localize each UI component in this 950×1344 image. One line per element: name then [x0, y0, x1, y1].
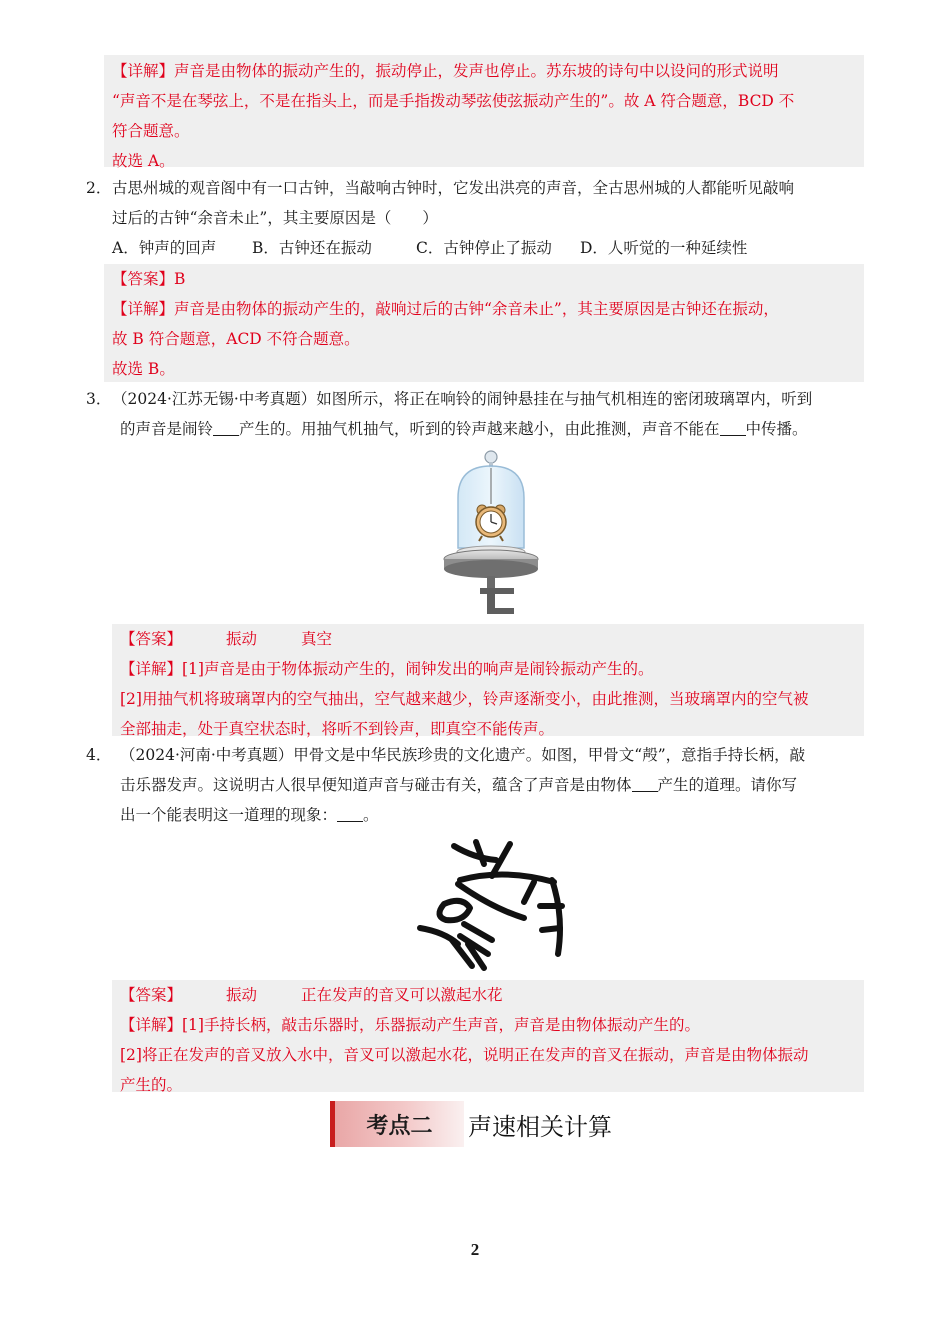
- question-number: 4．: [86, 746, 112, 764]
- answer-blank: [213, 417, 239, 436]
- question-text-line: （2024·江苏无锡·中考真题）如图所示，将正在响铃的闹钟悬挂在与抽气机相连的密闭玻璃罩内，听到: [112, 390, 813, 408]
- explanation-line: “声音不是在琴弦上，不是在指头上，而是手指拨动琴弦使弦振动产生的”。故 A 符合题意，BCD 不: [112, 92, 795, 110]
- answer-1: 振动: [226, 630, 258, 648]
- question-2: [86, 173, 862, 263]
- explanation-line: 故 B 符合题意，ACD 不符合题意。: [112, 330, 360, 348]
- question-options: [112, 233, 862, 263]
- section-title: 声速相关计算: [468, 1112, 612, 1141]
- explanation-line: 全部抽走，处于真空状态时，将听不到铃声，即真空不能传声。: [120, 720, 555, 738]
- explanation-line: 【详解】声音是由物体的振动产生的，敲响过后的古钟“余音未止”，其主要原因是古钟还在振动，: [112, 300, 779, 318]
- answer-line: 【答案】B: [112, 270, 186, 288]
- question-4: [86, 740, 862, 830]
- answer-1: 振动: [226, 986, 258, 1004]
- answer-2: 真空: [301, 630, 333, 648]
- answer-line: 【答案】 振动 真空: [120, 630, 333, 648]
- section-heading: [330, 1101, 612, 1147]
- bell-jar-alarm-clock-icon: [440, 448, 560, 618]
- explanation-line: 产生的。: [120, 1076, 183, 1094]
- question-text-line: 击乐器发声。这说明古人很早便知道声音与碰击有关，蕴含了声音是由物体 产生的道理。请你写: [112, 770, 862, 800]
- explanation-line: 【详解】声音是由物体的振动产生的，振动停止，发声也停止。苏东坡的诗句中以设问的形式说明: [112, 62, 779, 80]
- answer-box-2: [104, 264, 864, 382]
- question-3: [86, 384, 862, 444]
- explanation-line: 故选 A。: [112, 152, 175, 170]
- option-a: A．钟声的回声: [112, 239, 217, 257]
- option-c: C．古钟停止了振动: [416, 239, 552, 257]
- answer-line: 【答案】 振动 正在发声的音叉可以激起水花: [120, 986, 503, 1004]
- oracle-bone-character-icon: [414, 836, 574, 976]
- explanation-line: [2]用抽气机将玻璃罩内的空气抽出，空气越来越少，铃声逐渐变小，由此推测，当玻璃罩内的空气被: [120, 690, 809, 708]
- question-text-line: 古思州城的观音阁中有一口古钟，当敲响古钟时，它发出洪亮的声音，全古思州城的人都能听见敲响: [112, 179, 795, 197]
- explanation-box-1: [104, 55, 864, 170]
- question-text-line: 的声音是闹铃 产生的。用抽气机抽气，听到的铃声越来越小，由此推测，声音不能在 中传播。: [112, 414, 862, 444]
- section-tag: 考点二: [330, 1101, 464, 1147]
- question-number: 2．: [86, 179, 112, 197]
- answer-box-4: [112, 980, 864, 1092]
- answer-blank: [337, 803, 363, 822]
- question-number: 3．: [86, 390, 112, 408]
- question-text-line: 过后的古钟“余音未止”，其主要原因是（ ）: [112, 209, 438, 227]
- answer-blank: [632, 773, 658, 792]
- explanation-line: 符合题意。: [112, 122, 190, 140]
- page-number: 2: [470, 1240, 480, 1259]
- question-text-line: （2024·河南·中考真题）甲骨文是中华民族珍贵的文化遗产。如图，甲骨文“殸”，意指手持长柄，敲: [120, 746, 806, 764]
- explanation-line: 故选 B。: [112, 360, 175, 378]
- option-b: B．古钟还在振动: [252, 239, 372, 257]
- explanation-line: [2]将正在发声的音叉放入水中，音叉可以激起水花，说明正在发声的音叉在振动，声音是由物体振动: [120, 1046, 809, 1064]
- answer-box-3: [112, 624, 864, 736]
- question-text-line: 出一个能表明这一道理的现象： 。: [112, 800, 862, 830]
- explanation-line: 【详解】[1]声音是由于物体振动产生的，闹钟发出的响声是闹铃振动产生的。: [120, 660, 654, 678]
- answer-2: 正在发声的音叉可以激起水花: [301, 986, 503, 1004]
- answer-blank: [720, 417, 746, 436]
- explanation-line: 【详解】[1]手持长柄，敲击乐器时，乐器振动产生声音，声音是由物体振动产生的。: [120, 1016, 700, 1034]
- option-d: D．人听觉的一种延续性: [580, 239, 748, 257]
